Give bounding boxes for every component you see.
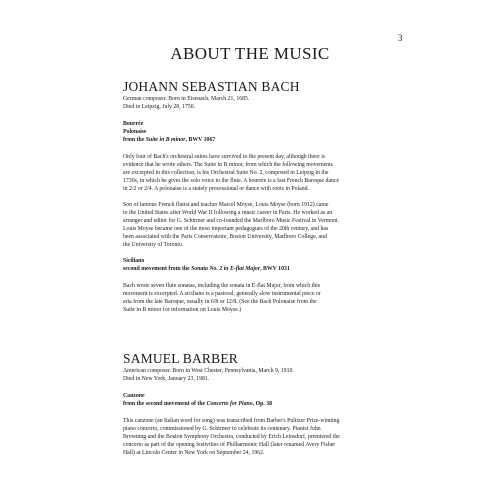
text-line: been associated with the Paris Conservatoire, Boston University, Marlboro College, and (123, 234, 327, 240)
bio-line: German composer. Born in Eisenach, March 21, 1685. (123, 96, 250, 102)
text-line: Suite in B minor for information on Louis Moyse.) (123, 307, 242, 313)
page-title: ABOUT THE MUSIC (170, 44, 330, 63)
text-line: concerto as part of the opening festivities of Philharmonic Hall (later renamed Avery Fisher (123, 442, 336, 448)
composer-name-bach: JOHANN SEBASTIAN BACH (123, 79, 300, 94)
text-line: aria from the late Baroque, usually in 6/8 or 12/8. (See the Bach Polonaise from the (123, 299, 317, 305)
text-line: are excerpted in this collection, is his Orchestral Suite No. 2, composed in Leipzig in the (123, 170, 329, 176)
work-title: Siciliano (123, 258, 145, 264)
work-source: from the second movement of the Concerto for Piano, Op. 38 (123, 401, 272, 407)
bio-line: Died in Leipzig, July 28, 1750. (123, 104, 196, 110)
text-line: Louis Moyse became one of the most important pedagogues of the 20th century, and has (123, 226, 329, 232)
text-line: Only four of Bach's orchestral suites have survived to the present day, although there is (123, 154, 326, 160)
composer-bio-barber (123, 367, 415, 383)
paragraph-bach-suites (123, 153, 415, 193)
paragraph-bach-sonatas (123, 282, 415, 314)
work-source: second movement from the Sonata No. 2 in E-flat Major, BWV 1031 (123, 266, 290, 272)
text-line: Browning and the Boston Symphony Orchestra, conducted by Erich Leinsdorf, premiered the (123, 434, 340, 440)
page-number: 3 (398, 33, 403, 43)
text-line: This canzone (an Italian word for song) was transcribed from Barber's Pulitzer Prize-winning (123, 418, 340, 424)
bio-line: Died in New York, January 23, 1981. (123, 376, 210, 382)
work-source: from the Suite in B minor, BWV 1067 (123, 137, 216, 143)
text-line: Son of famous French flutist and teacher Marcel Moyse, Louis Moyse (born 1912) came (123, 202, 329, 208)
content-column (123, 80, 415, 457)
text-line: 1730s, in which he gives the solo voice to the flute. A bourrée is a fast French Baroque dance (123, 178, 340, 184)
text-line: in 2/2 or 2/4. A polonaise is a stately processional or dance with roots in Poland. (123, 186, 309, 192)
paragraph-barber-canzone (123, 417, 415, 457)
section-barber (123, 352, 415, 457)
text-line: to the United States after World War II following a music career in Paris. He worked as an (123, 210, 333, 216)
text-line: Bach wrote seven flute sonatas, including the sonata in E-flat Major, from which this (123, 283, 320, 289)
section-bach (123, 80, 415, 314)
composer-name-barber: SAMUEL BARBER (123, 351, 238, 366)
work-heading-siciliano (123, 257, 415, 273)
text-line: arranger and editor for G. Schirmer and co-founded the Marlboro Music Festival in Vermont. (123, 218, 340, 224)
text-line: evidence that he wrote others. The Suite in B minor, from which the following movements (123, 162, 333, 168)
work-title: Polonaise (123, 129, 147, 135)
work-title: Bourrée (123, 121, 144, 127)
work-title: Canzone (123, 393, 145, 399)
text-line: Hall) at Lincoln Center in New York on September 24, 1962. (123, 450, 265, 456)
bio-line: American composer. Born in West Chester, Pennsylvania, March 9, 1910. (123, 368, 294, 374)
work-heading-canzone (123, 392, 415, 408)
text-line: movement is excerpted. A siciliano is a pastoral, generally slow instrumental piece or (123, 291, 321, 297)
composer-bio-bach (123, 95, 415, 111)
paragraph-louis-moyse (123, 201, 415, 249)
text-line: piano concerto, commissioned by G. Schirmer to celebrate its centenary. Pianist John (123, 426, 321, 432)
work-heading-bourree-polonaise (123, 120, 415, 144)
text-line: the University of Toronto. (123, 242, 184, 248)
